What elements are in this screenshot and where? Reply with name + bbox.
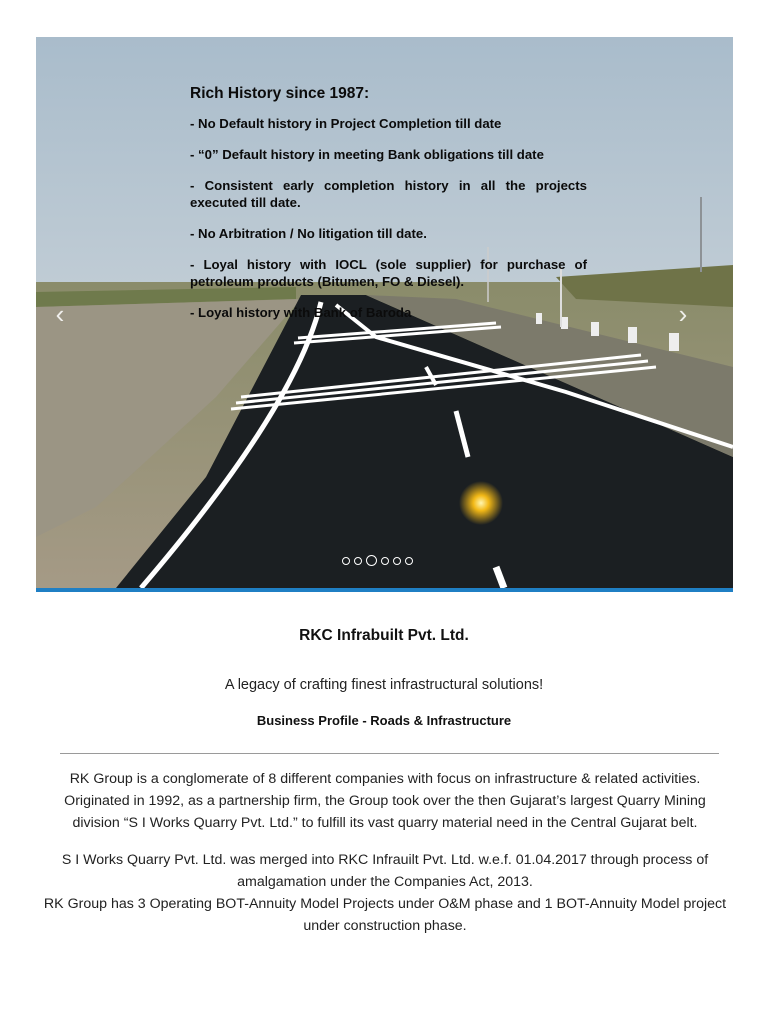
slide-title: Rich History since 1987: xyxy=(190,85,370,102)
section-divider xyxy=(60,753,719,754)
slide-list-item: - No Default history in Project Completion till date xyxy=(190,116,502,131)
carousel-indicator-3[interactable] xyxy=(366,555,377,566)
slide-caption xyxy=(190,85,587,335)
carousel-indicator-6[interactable] xyxy=(405,557,413,565)
slide-list-item: - Loyal history with IOCL (sole supplier) for purchase of petroleum products (Bitumen, FO & Diesel). xyxy=(190,257,587,289)
merger-text: S I Works Quarry Pvt. Ltd. was merged into RKC Infrauilt Pvt. Ltd. w.e.f. 01.04.2017 through process of amalgamation under the Companies Act, 2013. xyxy=(61,852,709,890)
carousel-bottom-bar xyxy=(36,588,733,592)
slide-list-item: - “0” Default history in meeting Bank obligations till date xyxy=(190,147,544,162)
chevron-right-icon: › xyxy=(678,298,688,329)
slide-list-item: - Consistent early completion history in all the projects executed till date. xyxy=(190,178,587,210)
company-name: RKC Infrabuilt Pvt. Ltd. xyxy=(299,627,469,644)
chevron-left-icon: ‹ xyxy=(55,298,65,329)
slide-list-item: - No Arbitration / No litigation till date. xyxy=(190,226,427,241)
intro-paragraph: RK Group is a conglomerate of 8 different companies with focus on infrastructure & related activities. Originated in 1992, as a partnership firm, the Group took over the then Gujarat’s largest Quarry Mining division “S I Works Quarry Pvt. Ltd.” to fulfill its vast quarry material need in the Central Gujarat belt. xyxy=(64,771,706,831)
company-tagline: A legacy of crafting finest infrastructural solutions! xyxy=(224,677,544,693)
merger-paragraph xyxy=(40,849,730,937)
projects-text: RK Group has 3 Operating BOT-Annuity Model Projects under O&M phase and 1 BOT-Annuity Model project under construction phase. xyxy=(43,896,727,934)
carousel-indicator-5[interactable] xyxy=(393,557,401,565)
carousel-indicators xyxy=(342,555,413,566)
carousel-indicator-4[interactable] xyxy=(381,557,389,565)
carousel-indicator-2[interactable] xyxy=(354,557,362,565)
carousel-indicator-1[interactable] xyxy=(342,557,350,565)
business-profile-label: Business Profile - Roads & Infrastructure xyxy=(256,713,512,728)
carousel-prev-button[interactable] xyxy=(48,299,72,329)
image-carousel[interactable] xyxy=(36,37,733,588)
carousel-next-button[interactable] xyxy=(671,299,695,329)
slide-list-item: - Loyal history with Bank of Baroda xyxy=(190,305,412,320)
